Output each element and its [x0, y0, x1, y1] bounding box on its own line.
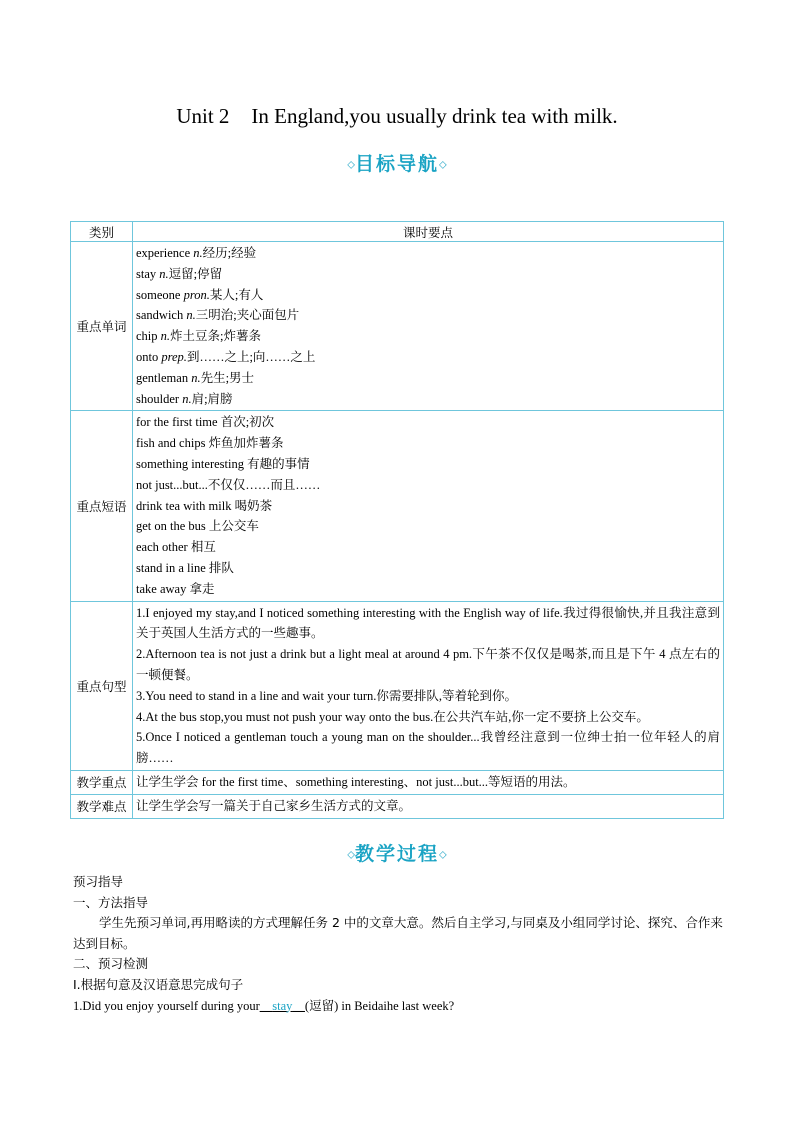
- list-item: 5.Once I noticed a gentleman touch a young man on the shoulder...我曾经注意到一位绅士拍一位年轻人的肩膀……: [136, 730, 720, 766]
- list-item: [136, 368, 720, 389]
- list-item: each other 相互: [136, 540, 216, 555]
- diamond-icon: ◇: [439, 849, 447, 861]
- word: gentleman: [136, 370, 189, 385]
- word: someone: [136, 287, 181, 302]
- part-of-speech: n.: [191, 370, 201, 385]
- table-row-words: [71, 242, 724, 411]
- unit-label: Unit 2: [176, 104, 230, 128]
- question-1: [73, 996, 725, 1017]
- words-list: [133, 242, 724, 411]
- exercise-title: Ⅰ.根据句意及汉语意思完成句子: [73, 976, 244, 992]
- goals-heading-text: 目标导航: [354, 153, 439, 175]
- method-text: 学生先预习单词,再用略读的方式理解任务 2 中的文章大意。然后自主学习,与同桌及小组同学讨论、探究、合作来达到目标。: [73, 915, 723, 951]
- word: sandwich: [136, 308, 184, 323]
- list-item: take away 拿走: [136, 581, 215, 596]
- list-item: 2.Afternoon tea is not just a drink but a light meal at around 4 pm.下午茶不仅仅是喝茶,而且是下午 4 点左右的一顿便餐。: [136, 647, 720, 682]
- difficulty-text: [133, 794, 724, 818]
- meaning: 经历;经验: [202, 246, 257, 260]
- part-of-speech: n.: [159, 266, 169, 281]
- table-row-focus: [71, 770, 724, 794]
- list-item: something interesting 有趣的事情: [136, 456, 310, 471]
- list-item: [136, 243, 720, 264]
- word: onto: [136, 349, 159, 364]
- phrases-list: [133, 411, 724, 601]
- list-item: 1.I enjoyed my stay,and I noticed something interesting with the English way of life.我过得很愉快,并且我注意到关于英国人生活方式的一些趣事。: [136, 605, 720, 641]
- process-body: [73, 872, 725, 1016]
- meaning: 先生;男士: [200, 370, 255, 385]
- category-words: 重点单词: [71, 242, 133, 411]
- meaning: 炸土豆条;炸薯条: [170, 329, 262, 344]
- question-text: 1.Did you enjoy yourself during your: [73, 998, 260, 1013]
- meaning: 肩;肩膀: [191, 391, 233, 406]
- table-header-row: [71, 222, 724, 242]
- part-of-speech: n.: [160, 329, 171, 344]
- list-item: [136, 389, 720, 410]
- part-of-speech: prep.: [161, 349, 187, 364]
- table-row-difficulty: [71, 794, 724, 818]
- header-category: 类别: [71, 222, 133, 242]
- list-item: fish and chips 炸鱼加炸薯条: [136, 436, 284, 451]
- list-item: [136, 305, 720, 326]
- part-of-speech: pron.: [183, 287, 210, 302]
- part-of-speech: n.: [193, 246, 203, 260]
- list-item: [136, 285, 720, 306]
- process-section-heading: [0, 839, 794, 866]
- question-text-end: (逗留) in Beidaihe last week?: [304, 998, 455, 1013]
- method-title: 一、方法指导: [73, 894, 149, 910]
- lesson-points-table: [70, 221, 724, 819]
- list-item: 3.You need to stand in a line and wait your turn.你需要排队,等着轮到你。: [136, 688, 517, 703]
- diamond-icon: ◇: [347, 159, 355, 171]
- focus-text-line: 让学生学会 for the first time、something interesting、not just...but...等短语的用法。: [136, 774, 576, 789]
- list-item: get on the bus 上公交车: [136, 519, 259, 534]
- word: experience: [136, 246, 191, 260]
- list-item: [136, 326, 720, 347]
- category-sentences: 重点句型: [71, 601, 133, 770]
- list-item: stand in a line 排队: [136, 560, 234, 575]
- unit-title-text: In England,you usually drink tea with milk.: [251, 104, 618, 128]
- difficulty-text-line: 让学生学会写一篇关于自己家乡生活方式的文章。: [136, 798, 412, 813]
- page-title: [0, 104, 794, 129]
- category-phrases: 重点短语: [71, 411, 133, 601]
- category-difficulty: 教学难点: [71, 794, 133, 818]
- meaning: 某人;有人: [209, 287, 264, 302]
- list-item: 4.At the bus stop,you must not push your way onto the bus.在公共汽车站,你一定不要挤上公交车。: [136, 709, 649, 724]
- list-item: drink tea with milk 喝奶茶: [136, 498, 273, 513]
- word: shoulder: [136, 391, 180, 406]
- table-row-phrases: [71, 411, 724, 601]
- answer-blank: stay: [272, 998, 293, 1013]
- blank-line: __: [259, 998, 273, 1013]
- meaning: 逗留;停留: [168, 266, 223, 281]
- list-item: [136, 347, 720, 368]
- word: stay: [136, 266, 157, 281]
- sentences-list: [133, 601, 724, 770]
- meaning: 三明治;夹心面包片: [195, 308, 300, 323]
- diamond-icon: ◇: [347, 849, 355, 861]
- diamond-icon: ◇: [439, 159, 447, 171]
- list-item: for the first time 首次;初次: [136, 415, 275, 430]
- list-item: [136, 264, 720, 285]
- process-heading-text: 教学过程: [354, 843, 439, 865]
- focus-text: [133, 770, 724, 794]
- part-of-speech: n.: [182, 391, 192, 406]
- guide-title: 预习指导: [73, 874, 124, 889]
- check-title: 二、预习检测: [73, 956, 149, 972]
- meaning: 到……之上;向……之上: [186, 349, 316, 364]
- header-points: 课时要点: [133, 222, 724, 242]
- word: chip: [136, 329, 158, 344]
- table-row-sentences: [71, 601, 724, 770]
- category-focus: 教学重点: [71, 770, 133, 794]
- part-of-speech: n.: [186, 308, 196, 323]
- goals-section-heading: [0, 149, 794, 176]
- list-item: not just...but...不仅仅……而且……: [136, 477, 321, 492]
- blank-line: __: [292, 998, 305, 1013]
